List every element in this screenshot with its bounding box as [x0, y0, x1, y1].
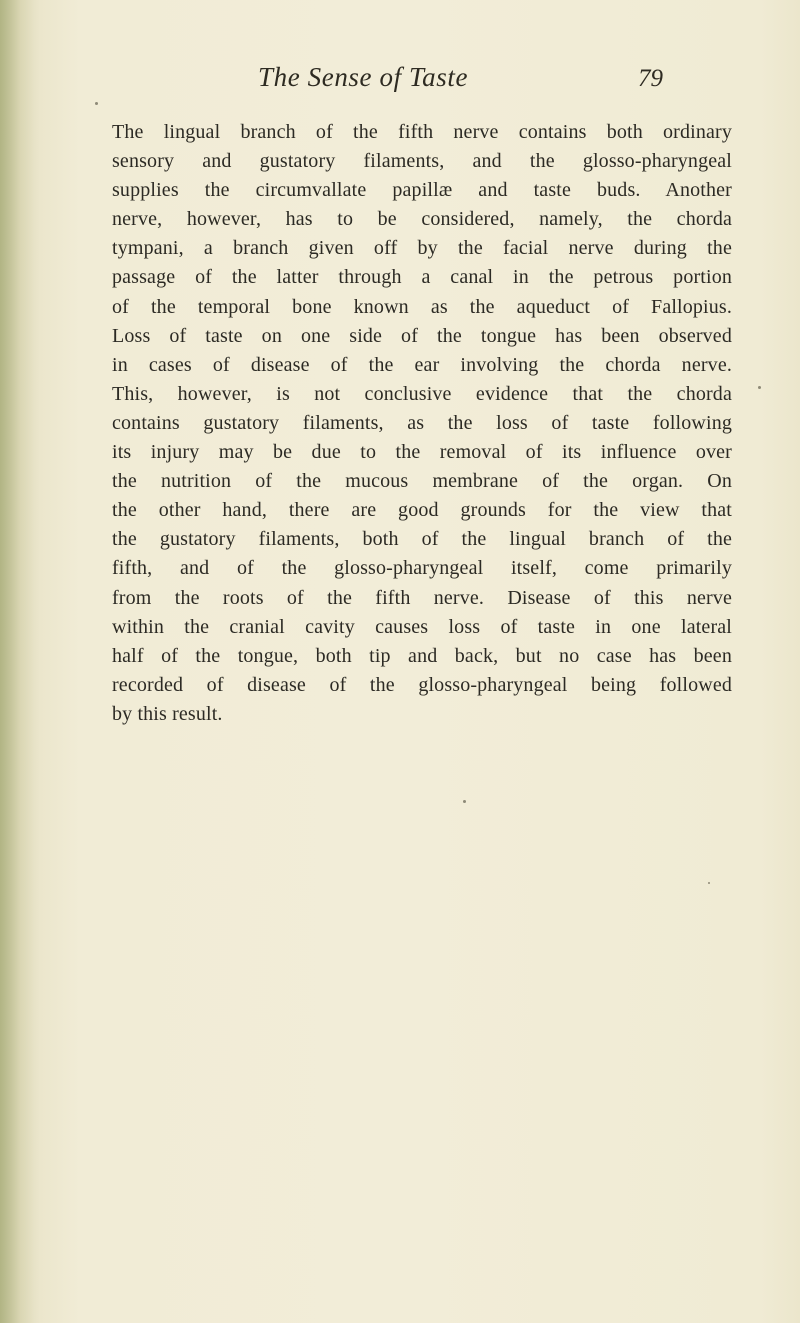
- paper-speck: [758, 386, 761, 389]
- text-line: Loss of taste on one side of the tongue has been observed: [112, 324, 732, 347]
- running-title: The Sense of Taste: [258, 62, 469, 92]
- paper-speck: [463, 800, 466, 803]
- text-line: its injury may be due to the removal of its influence over: [112, 441, 732, 464]
- text-line: by this result.: [112, 702, 223, 725]
- text-line: contains gustatory filaments, as the loss of taste following: [112, 411, 732, 434]
- text-line: of the temporal bone known as the aqueduct of Fallopius.: [112, 295, 732, 318]
- text-line: the nutrition of the mucous membrane of the organ. On: [112, 470, 732, 493]
- running-head: [0, 62, 800, 102]
- body-paragraph: [112, 118, 732, 729]
- text-line: The lingual branch of the fifth nerve contains both ordinary: [112, 121, 732, 143]
- text-line: the gustatory filaments, both of the lingual branch of the: [112, 528, 732, 551]
- text-line: passage of the latter through a canal in the petrous portion: [112, 266, 732, 289]
- text-line: recorded of disease of the glosso-pharyngeal being followed: [112, 673, 732, 696]
- page-number: 79: [638, 65, 663, 92]
- text-line: the other hand, there are good grounds for the view that: [112, 499, 732, 522]
- binding-shadow: [0, 0, 34, 1323]
- text-line: nerve, however, has to be considered, namely, the chorda: [112, 208, 732, 231]
- text-line: tympani, a branch given off by the facial nerve during the: [112, 237, 732, 260]
- text-line: fifth, and of the glosso-pharyngeal itself, come primarily: [112, 557, 732, 580]
- text-line: This, however, is not conclusive evidence that the chorda: [112, 382, 732, 405]
- text-line: sensory and gustatory filaments, and the glosso-pharyngeal: [112, 150, 732, 173]
- text-line: half of the tongue, both tip and back, but no case has been: [112, 644, 732, 667]
- text-line: in cases of disease of the ear involving the chorda nerve.: [112, 353, 732, 376]
- text-line: within the cranial cavity causes loss of taste in one lateral: [112, 615, 732, 638]
- text-line: supplies the circumvallate papillæ and taste buds. Another: [112, 179, 732, 202]
- paper-speck: [708, 882, 710, 884]
- text-line: from the roots of the fifth nerve. Disease of this nerve: [112, 586, 732, 609]
- paper-speck: [95, 102, 98, 105]
